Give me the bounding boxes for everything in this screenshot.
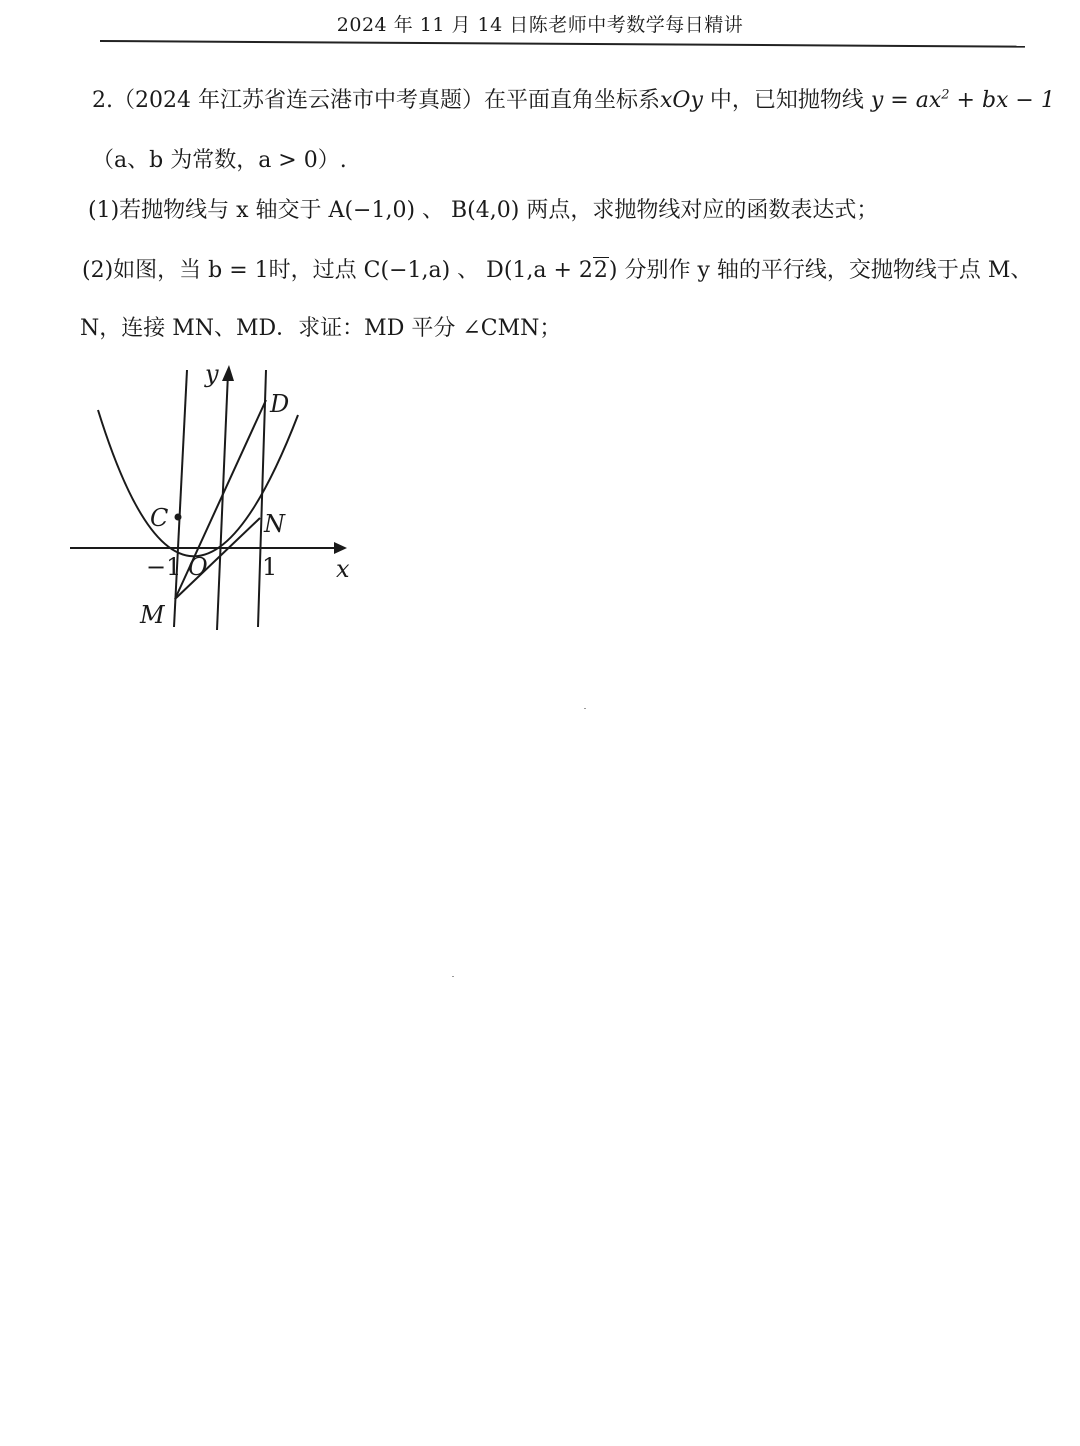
part2-text-a: (2)如图，当 b = 1时，过点 C(−1,a) 、 D(1,a + 2: [82, 258, 593, 283]
x-axis-arrow: [334, 542, 347, 554]
problem-part2-line2: N，连接 MN、MD．求证：MD 平分 ∠CMN；: [80, 316, 562, 341]
page-header: 2024 年 11 月 14 日陈老师中考数学每日精讲: [336, 14, 744, 36]
label-o: O: [188, 553, 208, 581]
problem-intro: 在平面直角坐标系: [483, 88, 660, 113]
part2-text-b: ) 分别作 y 轴的平行线，交抛物线于点 M、: [608, 258, 1033, 283]
problem-part1: (1)若抛物线与 x 轴交于 A(−1,0) 、 B(4,0) 两点，求抛物线对应的函数表达式；: [88, 198, 879, 223]
label-d: D: [270, 390, 290, 418]
label-m: M: [140, 601, 165, 629]
scan-speck: [452, 976, 454, 977]
parabola-figure: [60, 355, 360, 645]
problem-source: （2024 年江苏省连云港市中考真题）: [113, 88, 484, 113]
problem-condition: （a、b 为常数，a > 0）.: [92, 148, 347, 173]
label-one: 1: [262, 553, 278, 581]
label-c: C: [150, 504, 169, 532]
problem-line-1: [92, 88, 1055, 114]
point-c: [175, 514, 182, 521]
label-neg1: −1: [146, 553, 182, 581]
label-y: y: [205, 360, 219, 388]
parabola-equation: $y = ax^2$ + bx − 1: [870, 87, 1055, 113]
problem-number: 2.: [92, 88, 113, 113]
coord-system: xOy: [660, 88, 703, 113]
label-n: N: [264, 510, 285, 538]
problem-part2-line1: [82, 258, 1032, 284]
scan-speck: [584, 708, 586, 709]
problem-intro2: 中，已知抛物线: [702, 88, 871, 113]
label-x: x: [336, 555, 350, 583]
sqrt-two: 2: [593, 258, 608, 283]
header-rule: [100, 40, 1025, 48]
y-axis-arrow: [222, 365, 234, 381]
